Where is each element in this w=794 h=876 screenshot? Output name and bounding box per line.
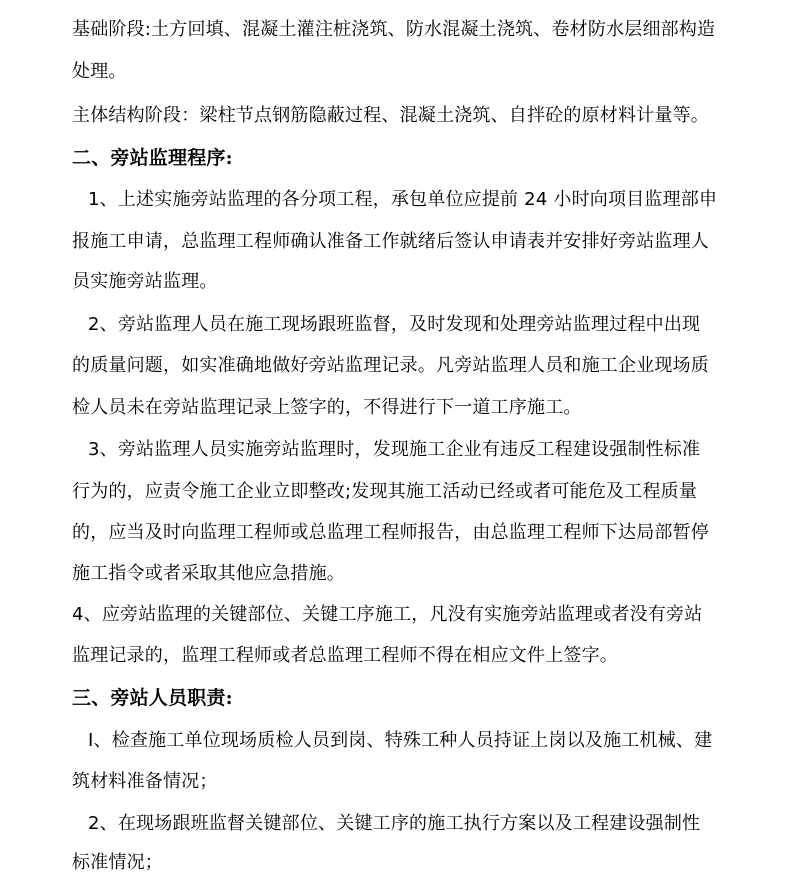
procedure-item-1-line-3: 员实施旁站监理。 [72,271,218,292]
procedure-item-1-line-1: 1、上述实施旁站监理的各分项工程，承包单位应提前 24 小时向项目监理部申 [88,189,718,210]
procedure-item-3-line-1: 3、旁站监理人员实施旁站监理时，发现施工企业有违反工程建设强制性标准 [88,439,701,460]
procedure-item-3-line-2: 行为的，应责令施工企业立即整改;发现其施工活动已经或者可能危及工程质量 [72,481,698,502]
procedure-item-3-line-4: 施工指令或者采取其他应急措施。 [72,563,345,584]
duties-item-2-line-2: 标准情况； [72,852,163,873]
procedure-item-2-line-1: 2、旁站监理人员在施工现场跟班监督，及时发现和处理旁站监理过程中出现 [88,314,701,335]
text-line-main-structure-stage: 主体结构阶段：梁柱节点钢筋隐蔽过程、混凝土浇筑、自拌砼的原材料计量等。 [72,105,709,126]
procedure-item-4-line-1: 4、应旁站监理的关键部位、关键工序施工，凡没有实施旁站监理或者没有旁站 [72,604,703,625]
duties-item-1-line-1: I、检查施工单位现场质检人员到岗、特殊工种人员持证上岗以及施工机械、建 [88,730,713,751]
procedure-item-4-line-2: 监理记录的，监理工程师或者总监理工程师不得在相应文件上签字。 [72,645,618,666]
procedure-item-2-line-2: 的质量问题，如实准确地做好旁站监理记录。凡旁站监理人员和施工企业现场质 [72,355,709,376]
duties-item-2-line-1: 2、在现场跟班监督关键部位、关键工序的施工执行方案以及工程建设强制性 [88,813,701,834]
section-heading-duties: 三、旁站人员职责: [72,687,233,709]
text-line-foundation-stage: 基础阶段:土方回填、混凝土灌注桩浇筑、防水混凝土浇筑、卷材防水层细部构造 [72,19,716,40]
duties-item-1-line-2: 筑材料准备情况； [72,771,218,792]
procedure-item-1-line-2: 报施工申请，总监理工程师确认准备工作就绪后签认申请表并安排好旁站监理人 [72,231,709,252]
procedure-item-2-line-3: 检人员未在旁站监理记录上签字的，不得进行下一道工序施工。 [72,397,582,418]
procedure-item-3-line-3: 的，应当及时向监理工程师或总监理工程师报告，由总监理工程师下达局部暂停 [72,522,709,543]
section-heading-procedure: 二、旁站监理程序: [72,147,233,169]
text-line-foundation-stage-cont: 处理。 [72,61,127,82]
